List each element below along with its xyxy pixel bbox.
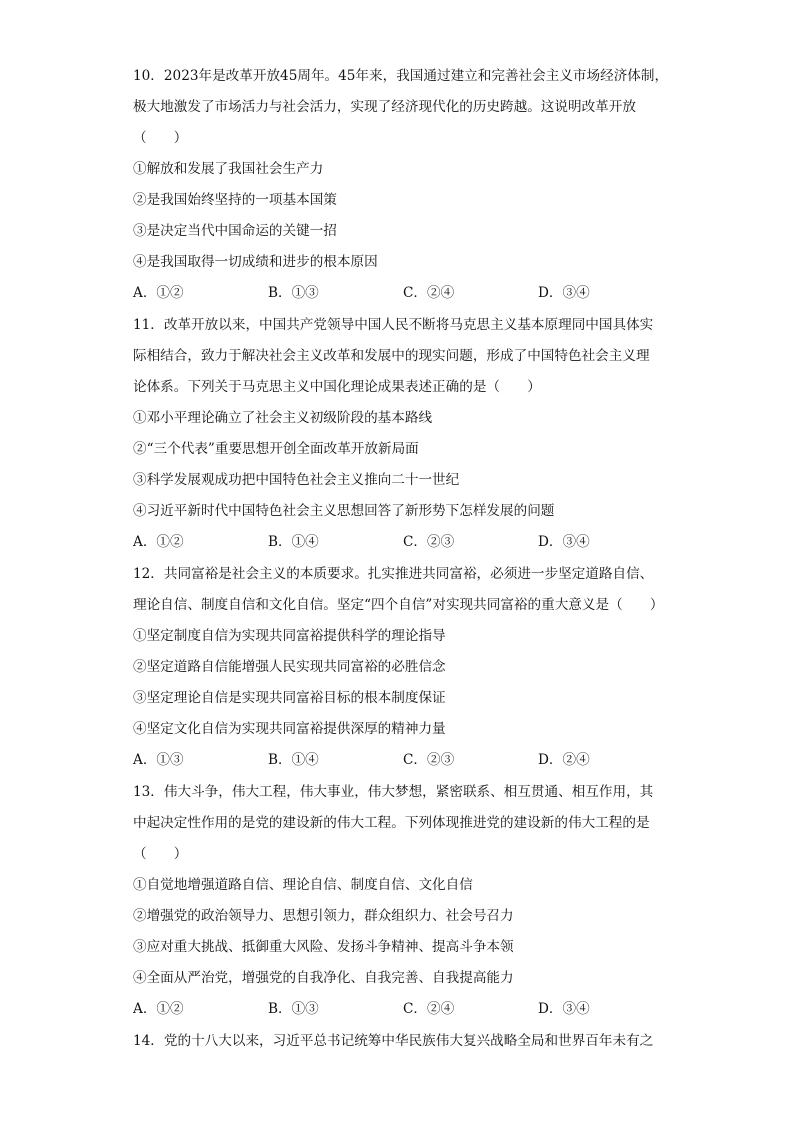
question-stem — [133, 559, 673, 621]
statement-1: ①邓小平理论确立了社会主义初级阶段的基本路线 — [133, 410, 433, 426]
statement-4: ④习近平新时代中国特色社会主义思想回答了新形势下怎样发展的问题 — [133, 503, 555, 519]
option-d[interactable]: D．③④ — [538, 285, 590, 301]
statement-3: ③科学发展观成功把中国特色社会主义推向二十一世纪 — [133, 472, 460, 488]
option-c[interactable]: C．②③ — [403, 534, 455, 550]
question-11 — [133, 310, 673, 558]
stem-line: 际相结合，致力于解决社会主义改革和发展中的现实问题，形成了中国特色社会主义理 — [133, 348, 650, 364]
answer-options — [133, 994, 673, 1025]
question-13 — [133, 777, 673, 1025]
stem-line: 10．2023年是改革开放45周年。45年来，我国通过建立和完善社会主义市场经济体制， — [133, 68, 669, 84]
stem-line: 13．伟大斗争，伟大工程，伟大事业，伟大梦想，紧密联系、相互贯通、相互作用，其 — [133, 784, 654, 800]
stem-line: 中起决定性作用的是党的建设新的伟大工程。下列体现推进党的建设新的伟大工程的是 — [133, 815, 650, 831]
option-d[interactable]: D．③④ — [538, 534, 590, 550]
statement-2: ②是我国始终坚持的一项基本国策 — [133, 192, 337, 208]
question-stem — [133, 1026, 673, 1057]
statement-3: ③坚定理论自信是实现共同富裕目标的根本制度保证 — [133, 690, 446, 706]
stem-line: 12．共同富裕是社会主义的本质要求。扎实推进共同富裕，必须进一步坚定道路自信、 — [133, 566, 654, 582]
option-a[interactable]: A．①③ — [133, 752, 184, 768]
answer-options — [133, 527, 673, 558]
stem-line: （ ） — [133, 846, 188, 862]
statement-3: ③应对重大挑战、抵御重大风险、发扬斗争精神、提高斗争本领 — [133, 939, 514, 955]
question-stem — [133, 61, 673, 154]
stem-line: 14．党的十八大以来，习近平总书记统筹中华民族伟大复兴战略全局和世界百年未有之 — [133, 1033, 654, 1049]
statement-4: ④坚定文化自信为实现共同富裕提供深厚的精神力量 — [133, 721, 446, 737]
stem-line: 理论自信、制度自信和文化自信。坚定“四个自信”对实现共同富裕的重大意义是（ ） — [133, 597, 664, 613]
option-d[interactable]: D．③④ — [538, 1001, 590, 1017]
option-a[interactable]: A．①② — [133, 285, 184, 301]
statement-4: ④全面从严治党，增强党的自我净化、自我完善、自我提高能力 — [133, 970, 514, 986]
stem-line: 极大地激发了市场活力与社会活力，实现了经济现代化的历史跨越。这说明改革开放 — [133, 99, 636, 115]
statement-1: ①坚定制度自信为实现共同富裕提供科学的理论指导 — [133, 628, 446, 644]
stem-line: 11．改革开放以来，中国共产党领导中国人民不断将马克思主义基本原理同中国具体实 — [133, 317, 654, 333]
question-14 — [133, 1026, 673, 1057]
statement-4: ④是我国取得一切成绩和进步的根本原因 — [133, 254, 378, 270]
option-a[interactable]: A．①② — [133, 1001, 184, 1017]
question-12 — [133, 559, 673, 776]
question-stem — [133, 310, 673, 403]
option-c[interactable]: C．②③ — [403, 752, 455, 768]
statement-1: ①解放和发展了我国社会生产力 — [133, 161, 324, 177]
stem-line: 论体系。下列关于马克思主义中国化理论成果表述正确的是（ ） — [133, 379, 541, 395]
answer-options — [133, 745, 673, 776]
statement-2: ②“三个代表”重要思想开创全面改革开放新局面 — [133, 441, 419, 457]
statement-1: ①自觉地增强道路自信、理论自信、制度自信、文化自信 — [133, 877, 473, 893]
statement-2: ②坚定道路自信能增强人民实现共同富裕的必胜信念 — [133, 659, 446, 675]
answer-options — [133, 278, 673, 309]
option-d[interactable]: D．②④ — [538, 752, 590, 768]
option-c[interactable]: C．②④ — [403, 285, 455, 301]
option-b[interactable]: B．①④ — [268, 752, 319, 768]
statement-2: ②增强党的政治领导力、思想引领力，群众组织力、社会号召力 — [133, 908, 514, 924]
option-a[interactable]: A．①② — [133, 534, 184, 550]
question-stem — [133, 777, 673, 870]
statement-3: ③是决定当代中国命运的关键一招 — [133, 223, 337, 239]
option-b[interactable]: B．①③ — [268, 1001, 319, 1017]
option-b[interactable]: B．①③ — [268, 285, 319, 301]
option-c[interactable]: C．②④ — [403, 1001, 455, 1017]
question-10 — [133, 61, 673, 309]
stem-line: （ ） — [133, 130, 188, 146]
option-b[interactable]: B．①④ — [268, 534, 319, 550]
